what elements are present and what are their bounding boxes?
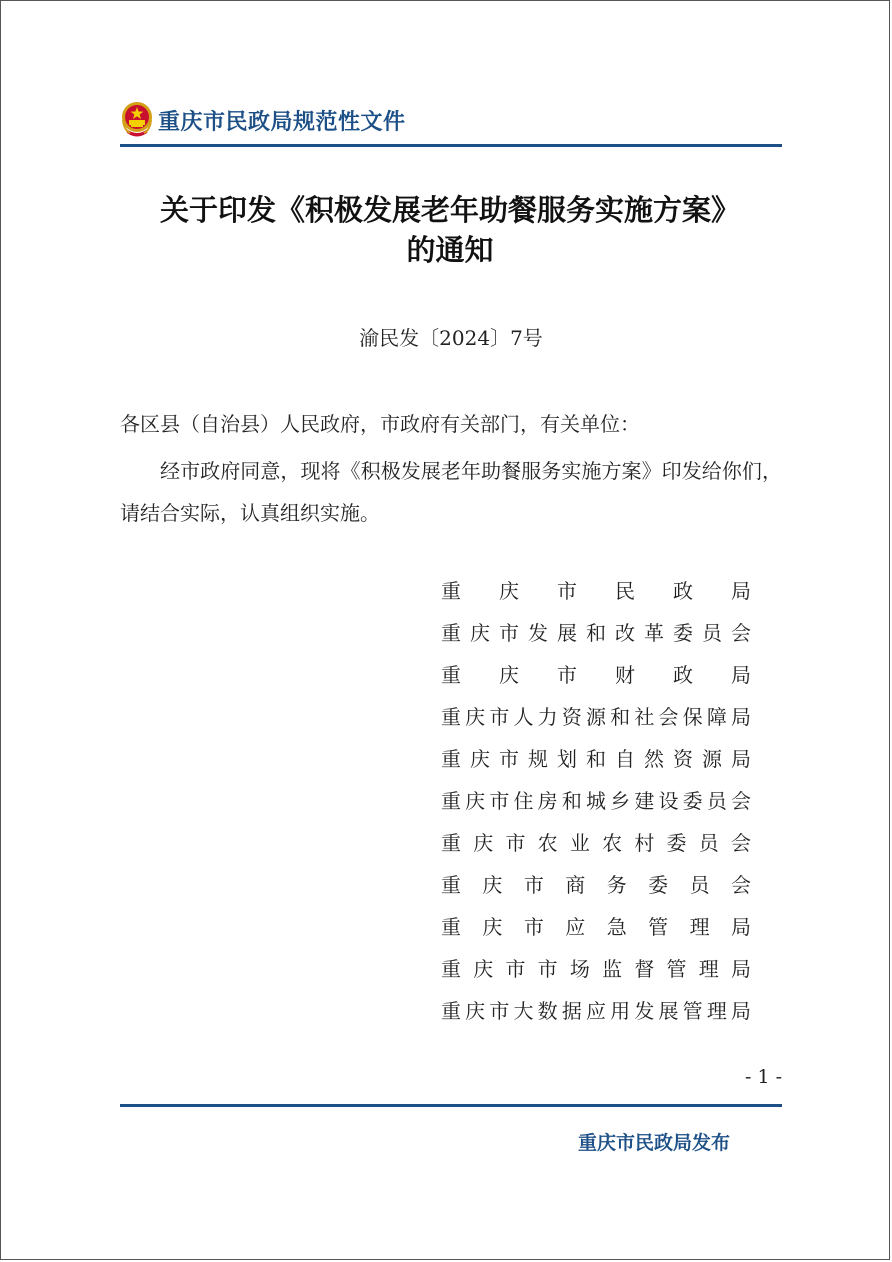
body-paragraph: 经市政府同意，现将《积极发展老年助餐服务实施方案》印发给你们，请结合实际，认真组织实施。: [120, 459, 782, 525]
footer-publisher: 重庆市民政局发布: [577, 1132, 730, 1154]
signatory-list: [441, 570, 751, 1032]
signatory-item: 重庆市人力资源和社会保障局: [441, 705, 751, 729]
header-divider: [120, 144, 782, 147]
signatory-item: 重庆市住房和城乡建设委员会: [441, 789, 751, 813]
document-title: [110, 190, 790, 270]
page-number: - 1 -: [744, 1066, 782, 1088]
document-title-line-2: 的通知: [406, 233, 494, 267]
salutation: 各区县（自治县）人民政府，市政府有关部门，有关单位：: [120, 412, 640, 436]
document-title-line-1: 关于印发《积极发展老年助餐服务实施方案》: [159, 193, 740, 227]
signatory-item: 重庆市民政局: [441, 579, 751, 603]
signatory-item: 重庆市商务委员会: [441, 873, 751, 897]
signatory-item: 重庆市发展和改革委员会: [441, 621, 751, 645]
signatory-item: 重庆市农业农村委员会: [441, 831, 751, 855]
signatory-item: 重庆市应急管理局: [441, 915, 751, 939]
signatory-item: 重庆市市场监督管理局: [441, 957, 751, 981]
header-title: 重庆市民政局规范性文件: [158, 109, 406, 135]
signatory-item: 重庆市大数据应用发展管理局: [441, 999, 751, 1023]
signatory-item: 重庆市规划和自然资源局: [441, 747, 751, 771]
national-emblem-icon: [120, 100, 154, 140]
document-number: 渝民发〔2024〕7号: [359, 326, 543, 350]
document-header: [120, 98, 782, 142]
footer-divider: [120, 1104, 782, 1107]
signatory-item: 重庆市财政局: [441, 663, 751, 687]
